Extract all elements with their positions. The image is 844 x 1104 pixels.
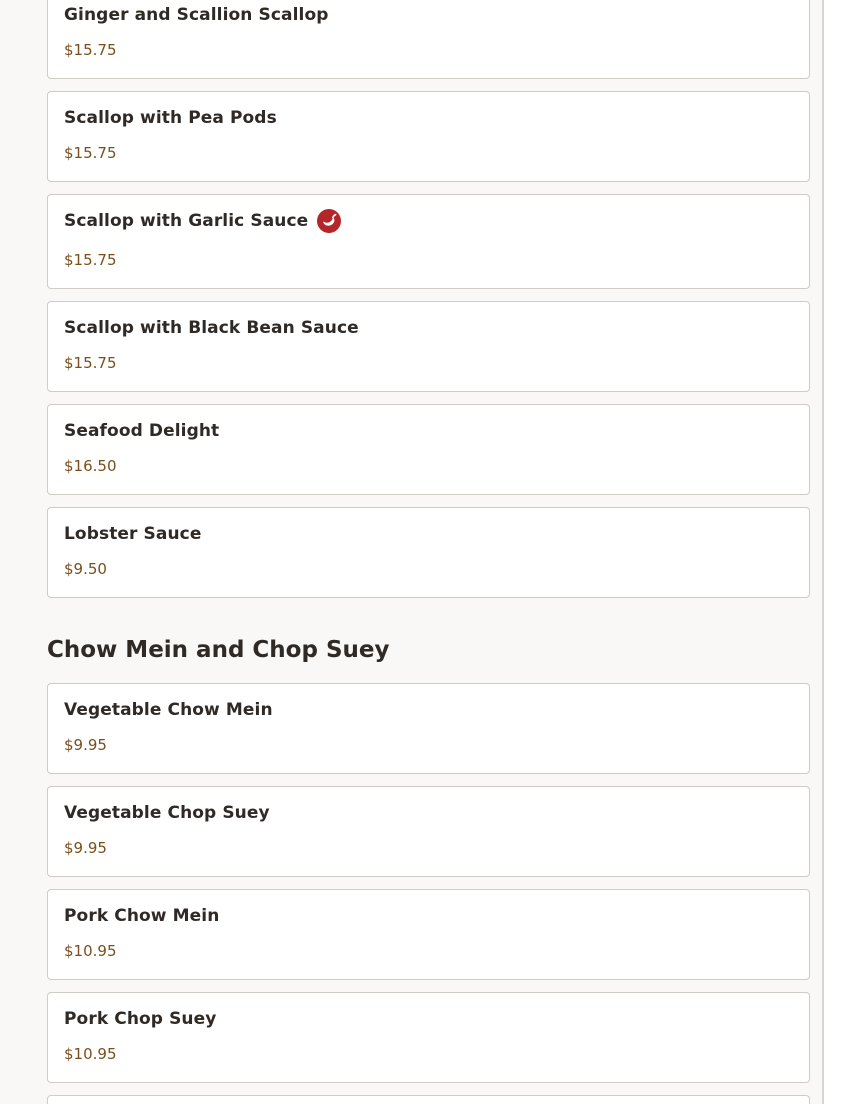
scrollbar-gutter[interactable] bbox=[824, 0, 844, 1104]
item-price: $9.95 bbox=[64, 839, 107, 857]
item-name: Seafood Delight bbox=[64, 421, 220, 441]
item-price: $15.75 bbox=[64, 251, 117, 269]
menu-item-card[interactable] bbox=[47, 301, 810, 392]
item-price: $10.95 bbox=[64, 942, 117, 960]
section-heading: Chow Mein and Chop Suey bbox=[47, 637, 390, 663]
menu-item-card[interactable] bbox=[47, 507, 810, 598]
item-price: $15.75 bbox=[64, 144, 117, 162]
menu-item-card[interactable] bbox=[47, 194, 810, 289]
item-name: Pork Chow Mein bbox=[64, 906, 220, 926]
item-price: $10.95 bbox=[64, 1045, 117, 1063]
item-price: $15.75 bbox=[64, 354, 117, 372]
item-name-row bbox=[64, 209, 341, 233]
menu-item-card[interactable] bbox=[47, 91, 810, 182]
menu-item-card[interactable] bbox=[47, 683, 810, 774]
menu-item-card[interactable] bbox=[47, 404, 810, 495]
menu-item-card[interactable] bbox=[47, 0, 810, 79]
menu-item-card[interactable] bbox=[47, 992, 810, 1083]
item-name: Scallop with Black Bean Sauce bbox=[64, 318, 359, 338]
item-name: Pork Chop Suey bbox=[64, 1009, 217, 1029]
chili-pepper-icon bbox=[317, 209, 341, 233]
item-name: Vegetable Chow Mein bbox=[64, 700, 273, 720]
item-name: Scallop with Pea Pods bbox=[64, 108, 277, 128]
item-name: Ginger and Scallion Scallop bbox=[64, 5, 329, 25]
item-price: $9.95 bbox=[64, 736, 107, 754]
item-price: $16.50 bbox=[64, 457, 117, 475]
item-price: $9.50 bbox=[64, 560, 107, 578]
item-name: Vegetable Chop Suey bbox=[64, 803, 270, 823]
item-name: Lobster Sauce bbox=[64, 524, 202, 544]
item-name: Scallop with Garlic Sauce bbox=[64, 211, 309, 231]
item-price: $15.75 bbox=[64, 41, 117, 59]
menu-item-card[interactable] bbox=[47, 1095, 810, 1104]
menu-item-card[interactable] bbox=[47, 786, 810, 877]
menu-item-card[interactable] bbox=[47, 889, 810, 980]
